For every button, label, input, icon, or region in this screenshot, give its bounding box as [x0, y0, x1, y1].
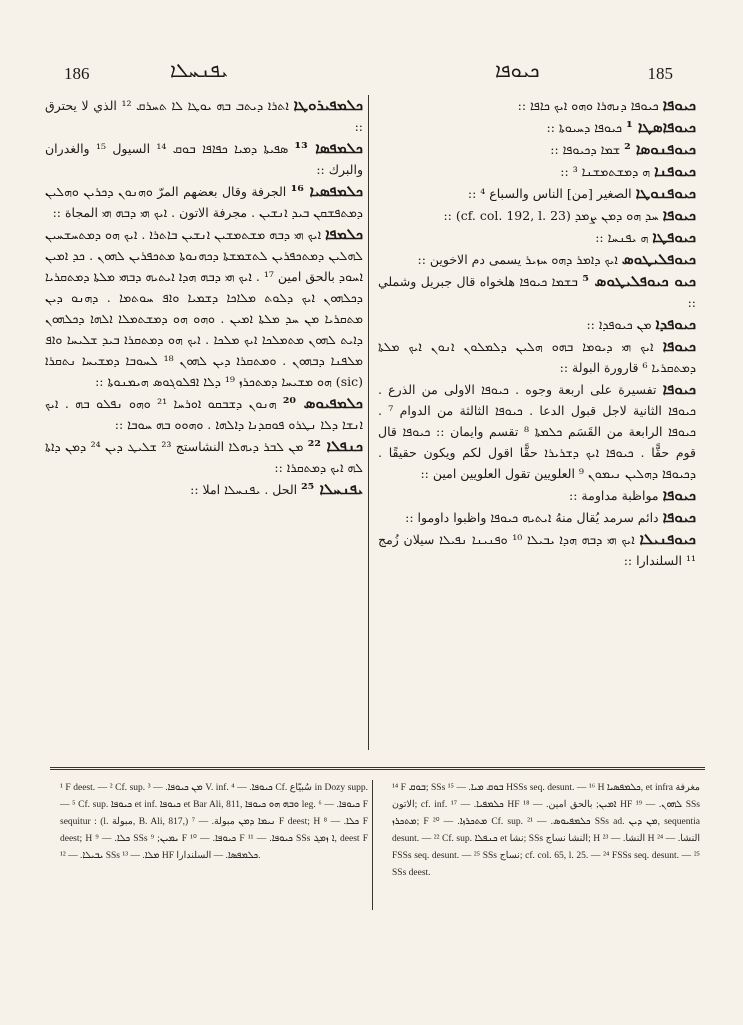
entry-headword: ܟܝܘܦܐ	[662, 337, 696, 355]
page-number-right: 185	[647, 64, 673, 83]
entry-headword: ܟܝܘܦܢܘܣܐ ²	[624, 140, 696, 158]
entry-definition: ܚܕ ܗܘ ܕܡܢ ܨܡܕ (cf. col. 192, l. 23) ::	[443, 208, 659, 223]
entry-definition: الصغير [من] الناس والسباع ⁴ ::	[467, 186, 632, 201]
dictionary-entry	[378, 205, 696, 226]
dictionary-entry	[45, 224, 363, 392]
entry-definition: ܐܝܟ ܗܝ ܕܒܗ ܡܫܬܡܫܝܢ ܐܢܫܝܢ ܒܐܬܪܐ . ܐܝܟ ܗܘ ܕܡܬܚܫܚܝܢ ܠܗܠܝܢ ܕܡܬܟܦܪܝܢ ܠܬܫܡܫܬܐ ܕܟܗܢܘܬܐ ܡܬܟܦܪܝܢ ܠܗܘܢ . ܟܕ ܐܡܝܢ ܐܚܘܕ بالحق امين ¹⁷ . ܐܝܟ ܗܝ ܕܒܗ ܗܕܐ ܐܝܬܝܗ ܕܒܗܝ ܡܠܬܐ ܕܡܬܩܪܝܐ ܕܟܠܗܘܢ ܐܝܟ ܕܠܘܬ ܡܠܐܟܐ ܕܫܡܝܐ ܘܐܦ ܚܘܬܡܐ . ܕܗܢܘ ܕܝܢ ܡܬܩܪܝܐ ܡܢ ܚܕ ܡܠܬܐ ܐܡܝܢ . ܘܗܘ ܗܘ ܕܡܫܬܡܠܐ ܐܠܗܐ ܕܟܠܗܘܢ ܕܐܝܬ ܠܗܘܢ ܡܬܡܠܟܐ ܐܝܟ ܡܠܟܐ . ܐܝܟ ܗܘ ܕܡܬܩܪܐ ܒܝܕ ܫܠܝܚܐ ܘܐܦ ܡܠܦܢܐ ܕܒܗܘܢ . ܘܡܬܩܪܐ ܕܝܢ ܠܗܘܢ ¹⁸ ܠܚܘܒܐ ܕܡܫܝܚܐ ܢܬܩܪܐ (sic) ܗܘ ܡܫܝܚܐ ܕܡܬܟܪܙ ¹⁹ ܕܠܐ ܐܦܠܘܓܘܣ ܗܝܡܢܘܬܐ ::	[45, 227, 363, 389]
dictionary-entry	[378, 249, 696, 270]
entry-definition: ܡܢ ܠܒܪ ܕܝܗܠܐ النشاستج ²³ ܫܠܝܛ ܕܝܢ ²⁴ ܕܡܢ ܕܐܬܐ ܠܗ ܐܝܟ ܕܡܬܩܪܐ ::	[45, 439, 363, 475]
entry-headword: ܟܠܡܦܣܝܐ ¹⁶	[290, 182, 363, 200]
footnote-column-divider	[372, 780, 373, 910]
dictionary-entry	[378, 485, 696, 506]
entry-headword: ܟܝܘܦܐ	[662, 486, 696, 504]
entry-definition: دائم سرمد يُقال منهُ ܐܝܬܝܗ ܟܝܘܦܐ واظبوا داوموا ::	[405, 510, 659, 525]
dictionary-entry	[378, 507, 696, 528]
running-title-left: ܝܦܢܚܠܐ	[170, 58, 229, 82]
entry-definition: مواظبة مداومة ::	[569, 488, 659, 503]
entry-definition: ܗ ܝܦܢܚܐ ::	[595, 230, 649, 245]
running-title-right: ܟܝܘܦܐ	[495, 58, 540, 82]
entry-headword: ܟܝܘܦܐ	[662, 206, 696, 224]
entry-headword: ܟܝܘܦܛܐ	[652, 228, 696, 246]
dictionary-entry	[378, 161, 696, 182]
entry-definition: ܐܬܪܐ ܕܝܬܒ ܒܗ ܝܘܛܐ ܠܐ ܬܚܪܩ ¹² الذي لا يحترق ::	[45, 98, 363, 134]
dictionary-entry	[378, 336, 696, 378]
dictionary-entry	[378, 271, 696, 313]
dictionary-entry	[45, 479, 363, 500]
entry-definition: ܗܢܘܢ ܕܫܒܩܘ ܐܘܪܚܐ ²¹ ܘܗܘ ܢܦܠܘ ܒܗ . ܐܝܟ ܐܢܫܐ ܕܠܐ ܢܛܪܘ ܦܘܩܕܢܐ ܕܐܠܗܐ . ܘܗܘܘ ܒܗ ܚܘܒܐ ::	[45, 396, 363, 432]
entry-headword: ܟܠܡܦܣܐ ¹³	[294, 139, 363, 157]
entry-headword: ܟܠܡܦܝܘܣ ²⁰	[282, 394, 363, 412]
dictionary-entry	[378, 529, 696, 571]
entry-headword: ܟܢܦܠܐ ²²	[307, 437, 363, 455]
dictionary-entry	[378, 95, 696, 116]
footnote-rule-double	[50, 769, 705, 770]
entry-definition: ܐܝܟ ܗܝ ܕܝܘܡܐ ܒܗܘ ܗܠܝܢ ܕܠܡܠܘܢ ܐܢܘܢ ܐܝܟ ܡܠܬܐ ܕܡܬܩܪܝܐ ⁶ قارورة البولة ::	[378, 339, 696, 375]
footnotes-left: ¹ F deest. — ² Cf. sup. ܡܢ ܟܝܘܦܐ. — ³ V. inf. ܟܝܘܦܐ. — ⁴ Cf. سُبيّاع in Dozy supp. — ⁵ Cf. sup. ܟܝܘܦܐ et inf. ܟܝܘܦܐ et Bar Ali, 811, ܘܒܗ ܗܘ ܟܝܘܦܐ leg. ܟܝܘܦܐ. — ⁶ F sequitur : (l. مبولة, B. Ali, 817,) ܢܝܡܐ ܕܡܢ مبولة. — ⁷ F deest; H ܟܠܐ. — ⁸ F deest; H ܟܠܐ. — ⁹ SSs ܝܡܝܢ; ⁹ F ܟܝܘܦܐ. — ¹⁰ F ܟܝܘܦܐ. — ¹¹ SSs ܐ ܙܡܓ, deest F ܝܒܝܠܐ. — ¹² SSs ܡܠܐ. — ¹³ HF ܟܠܡܦܣܐ. — السلندارا.	[60, 783, 368, 861]
entry-definition: ܡܢ ܟܝܘܦܕܐ ::	[586, 317, 652, 332]
entry-definition: ܫܡܐ ܕܟܝܘܦܐ ::	[550, 142, 621, 157]
dictionary-entry	[378, 117, 696, 138]
dictionary-entry	[378, 314, 696, 335]
entry-headword: ܟܝܘܦܐ	[662, 96, 696, 114]
dictionary-entry	[45, 138, 363, 180]
entry-definition: تفسيرة على اربعة وجوه . ܟܝܘܦܐ الاولى من الذرع . ܟܝܘܦܐ الثانية لاجل قبول الدعا . ܟܝܘܦܐ الثالثة من الدوام ⁷ . ܟܝܘܦܐ الرابعة من القَسَم ܟܠܡܬܐ ⁸ تقسم وايمان :: ܟܝܘܦܐ قال قوم حقًّا . ܟܝܘܦܐ ܐܝܟ ܕܫܪܝܪܐ حقًّا اقول لكم ويكون حقيقًا . ܕܟܝܘܦܐ ܕܗܠܝܢ ܢܝܡܘܢ ⁹ العلويين تقول العلويين امين ::	[378, 382, 696, 481]
entry-headword: ܟܝܘ ܟܝܘܦܠܝܛܘܣ ⁵	[582, 272, 696, 290]
entry-headword: ܟܝܘܦܐ	[662, 508, 696, 526]
footnotes-right: ¹⁴ F ܒܘܩ; SSs ܒܘܩ ܡܝܐ. — ¹⁵ HSSs seq. desunt. — ¹⁶ H ܟܠܡܦܣܝܐ, et infra مغرفة الاتون; cf. inf. ܟܠܡܦܝܐ. — ¹⁷ HF ܐܡܝܢ; بالحق امين. — ¹⁸ HF ܠܗܘܢ. — ¹⁹ SSs ܡܬܟܪܙ; F ܡܬܟܪܙܐ. — ²⁰ Cf. sup. ܟܠܡܦܝܘܣ. — ²¹ SSs ad. ܡܢ ܕܝܢ, sequentia desunt. — ²² Cf. sup. ܟܢܦܠܐ et نشا; SSs النشا نساج; H النشا. — ²³ H النشا. — ²⁴ FSSs seq. desunt. — ²⁵ SSs نساج; cf. col. 65, l. 25. — ²⁴ FSSs seq. desunt. — ²⁵ SSs deest.	[392, 783, 700, 878]
entry-definition: ܐܝܟ ܗܝ ܕܒܗ ܗܕܐ ܝܒܝܠܐ ¹⁰ ܘܦܢܝܢܐ ܢܦܝܠܐ سيلان زُمج ¹¹ السلندارا ::	[378, 532, 696, 568]
dictionary-entry	[45, 436, 363, 478]
dictionary-entry	[45, 95, 363, 137]
entry-headword: ܟܝܘܦܢܘܛܐ	[635, 184, 696, 202]
dictionary-entry	[378, 227, 696, 248]
left-column	[45, 95, 363, 750]
entry-headword: ܟܝܘܦܐ	[662, 380, 696, 398]
entry-definition: ܐܝܟ ܕܐܡܪ ܕܗܘ ܚܙܝܪ يسمى دم الاخوين ::	[417, 252, 618, 267]
dictionary-entry	[378, 379, 696, 484]
dictionary-entry	[378, 183, 696, 204]
dictionary-entry	[45, 393, 363, 435]
entry-headword: ܟܝܘܦܕܐ	[655, 315, 696, 333]
entry-headword: ܝܦܢܚܠܐ ²⁵	[301, 480, 363, 498]
entry-headword: ܟܝܘܦܢܐ	[654, 162, 696, 180]
right-column	[378, 95, 696, 750]
entry-headword: ܟܝܘܦܢܝܠܐ	[639, 530, 696, 548]
entry-definition: ܟܝܘܦܐ ܕܢܗܪܐ ܘܗܘ ܐܝܟ ܟܐܦܐ ::	[517, 98, 659, 113]
entry-definition: ܣܦܝܬܐ ܕܡܝܐ ܟܦܐܦܐ ܒܘܩ ¹⁴ السيول ¹⁵ والغدران والبرك ::	[45, 141, 363, 177]
footnote-rule	[50, 767, 705, 768]
dictionary-entry	[45, 181, 363, 223]
entry-definition: الحل . ܝܦܢܚܠܐ املا ::	[190, 482, 298, 497]
entry-headword: ܟܠܡܦܐ	[325, 225, 363, 243]
entry-headword: ܟܝܘܦܠܝܛܘܣ	[621, 250, 696, 268]
entry-headword: ܟܝܘܦܐܣܛܐ ¹	[626, 118, 696, 136]
entry-definition: ܗ ܕܡܫܬܡܫܢܐ ³ ::	[560, 164, 651, 179]
entry-headword: ܟܠܡܦܝܪܘܛܐ	[293, 96, 363, 114]
entry-definition: الجرفة وقال بعضهم المرّ ܘܗܢܘܢ ܕܟܪܝܢ ܘܗܠܝܢ ܕܡܬܦܫܩܢ ܒܝܕ ܐܢܫܝܢ . مجرفة الاتون . ܐܝܟ ܗܝ ܕܒܗ ܗܝ المجاة ::	[45, 184, 363, 220]
entry-definition: ܒܫܡܐ ܟܝܘܦܐ هلخواه قال جبريل وشملي ::	[378, 274, 696, 310]
entry-definition: ܟܝܘܦܐ ܕܚܝܘܬܐ ::	[546, 120, 623, 135]
column-divider	[368, 95, 369, 750]
dictionary-entry	[378, 139, 696, 160]
page-number-left: 186	[64, 64, 90, 83]
